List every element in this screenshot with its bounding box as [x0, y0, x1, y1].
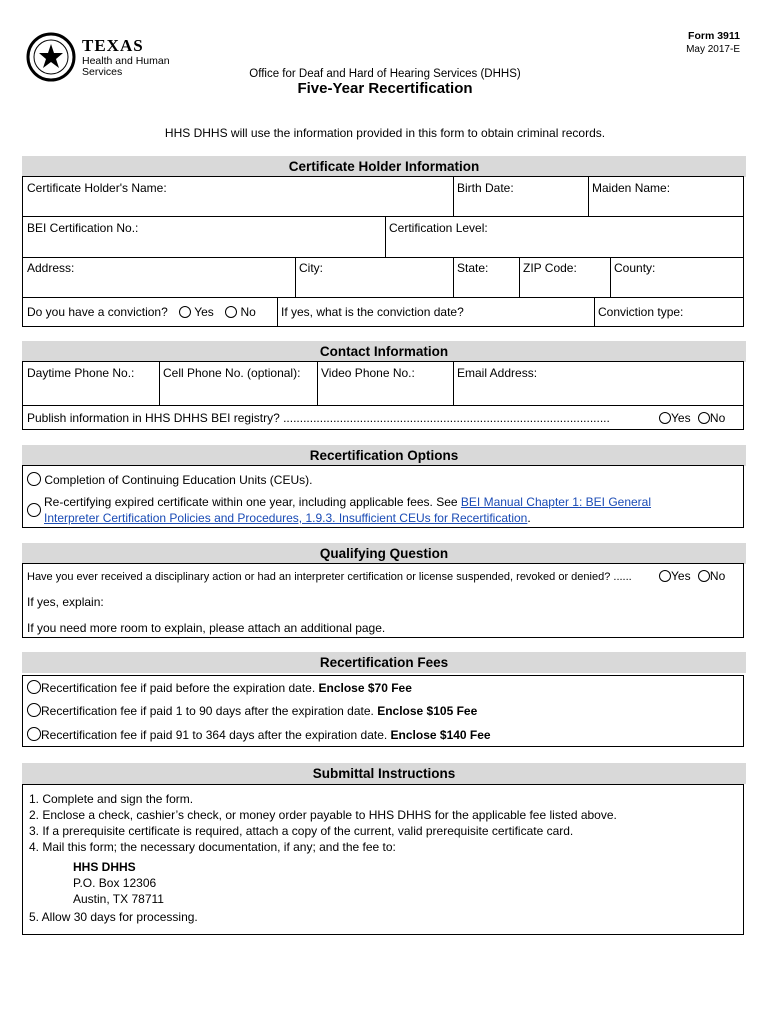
fee-105-radio[interactable]: [27, 703, 41, 717]
publish-no-radio[interactable]: [698, 412, 710, 424]
step-3: 3. If a prerequisite certificate is required, attach a copy of the current, valid prerequisite certificate card.: [29, 824, 574, 838]
holder-name-field[interactable]: Certificate Holder's Name:: [27, 181, 167, 195]
fee-140-label: Recertification fee if paid 91 to 364 days after the expiration date.: [41, 728, 391, 742]
submittal-box: [22, 784, 744, 935]
address-field[interactable]: Address:: [27, 261, 75, 275]
disciplinary-options: [659, 569, 725, 583]
recert-options-heading: Recertification Options: [22, 445, 746, 466]
logo-line2: Health and Human: [82, 55, 170, 67]
fee-70-label: Recertification fee if paid before the expiration date.: [41, 681, 319, 695]
city-field[interactable]: City:: [299, 261, 323, 275]
daytime-phone-field[interactable]: Daytime Phone No.:: [27, 366, 135, 380]
recert-option-expired: [44, 494, 651, 526]
zip-field[interactable]: ZIP Code:: [523, 261, 577, 275]
certificate-holder-heading: Certificate Holder Information: [22, 156, 746, 177]
birth-date-field[interactable]: Birth Date:: [457, 181, 514, 195]
publish-no-label: No: [709, 411, 726, 425]
form-number-block: [686, 30, 740, 56]
disciplinary-no-label: No: [709, 569, 726, 583]
mailing-address: [73, 859, 617, 907]
publish-options: [659, 411, 725, 425]
explain-field[interactable]: If yes, explain:: [27, 595, 104, 609]
step-2: 2. Enclose a check, cashier’s check, or money order payable to HHS DHHS for the applicable fee listed above.: [29, 808, 617, 822]
step-5: 5. Allow 30 days for processing.: [29, 910, 198, 924]
bei-manual-link-1[interactable]: BEI Manual Chapter 1: BEI General: [460, 495, 652, 509]
fees-heading: Recertification Fees: [22, 652, 746, 673]
fee-140-amount: Enclose $140 Fee: [390, 728, 491, 742]
address-line-2: Austin, TX 78711: [73, 892, 164, 906]
address-line-1: P.O. Box 12306: [73, 876, 157, 890]
fee-70-radio[interactable]: [27, 680, 41, 694]
certificate-holder-box: [22, 176, 744, 327]
recert-options-box: [22, 465, 744, 528]
logo-texas: TEXAS: [82, 36, 144, 55]
address-name: HHS DHHS: [73, 860, 136, 874]
conviction-question: [27, 305, 256, 319]
form-date: May 2017-E: [686, 44, 740, 55]
county-field[interactable]: County:: [614, 261, 656, 275]
fee-option-140: [27, 727, 491, 742]
conviction-yes-radio[interactable]: [179, 306, 191, 318]
disciplinary-yes-label: Yes: [671, 569, 691, 583]
publish-yes-radio[interactable]: [659, 412, 671, 424]
qualifying-heading: Qualifying Question: [22, 543, 746, 564]
page-title: Five-Year Recertification: [297, 80, 473, 97]
disciplinary-yes-radio[interactable]: [659, 570, 671, 582]
email-field[interactable]: Email Address:: [457, 366, 538, 380]
qualifying-box: [22, 563, 744, 638]
conviction-yes-label: Yes: [194, 305, 214, 319]
fees-box: [22, 675, 744, 747]
form-number: Form 3911: [688, 30, 740, 42]
bei-manual-link-2[interactable]: Interpreter Certification Policies and Procedures, 1.9.3. Insufficient CEUs for Recertification: [44, 511, 528, 525]
maiden-name-field[interactable]: Maiden Name:: [592, 181, 671, 195]
fee-105-amount: Enclose $105 Fee: [377, 704, 478, 718]
step-4: 4. Mail this form; the necessary documentation, if any; and the fee to:: [29, 840, 396, 854]
submittal-steps: [29, 791, 617, 925]
more-room-note: If you need more room to explain, please attach an additional page.: [27, 621, 386, 635]
office-name: Office for Deaf and Hard of Hearing Services (DHHS): [249, 68, 521, 80]
conviction-type-field[interactable]: Conviction type:: [598, 305, 684, 319]
submittal-heading: Submittal Instructions: [22, 763, 746, 784]
recert-option-ceu: [27, 472, 312, 487]
fee-option-105: [27, 703, 477, 718]
cert-level-field[interactable]: Certification Level:: [389, 221, 488, 235]
ceu-option-label: Completion of Continuing Education Units (CEUs).: [44, 473, 313, 487]
expired-option-radio[interactable]: [27, 503, 41, 517]
state-field[interactable]: State:: [457, 261, 489, 275]
cell-phone-field[interactable]: Cell Phone No. (optional):: [163, 366, 301, 380]
bei-cert-number-field[interactable]: BEI Certification No.:: [27, 221, 139, 235]
logo-line3: Services: [82, 66, 123, 78]
conviction-date-field[interactable]: If yes, what is the conviction date?: [281, 305, 464, 319]
publish-yes-label: Yes: [671, 411, 691, 425]
conviction-question-label: Do you have a conviction?: [27, 305, 168, 319]
conviction-no-label: No: [240, 305, 256, 319]
fee-70-amount: Enclose $70 Fee: [318, 681, 412, 695]
intro-text: HHS DHHS will use the information provided in this form to obtain criminal records.: [164, 126, 606, 140]
expired-option-label: Re-certifying expired certificate within one year, including applicable fees. See: [44, 495, 461, 509]
fee-105-label: Recertification fee if paid 1 to 90 days after the expiration date.: [41, 704, 378, 718]
video-phone-field[interactable]: Video Phone No.:: [321, 366, 415, 380]
fee-option-70: [27, 680, 412, 695]
publish-question: Publish information in HHS DHHS BEI registry? ..................................................................................................: [27, 411, 610, 425]
contact-box: [22, 361, 744, 430]
disciplinary-no-radio[interactable]: [698, 570, 710, 582]
disciplinary-question: Have you ever received a disciplinary action or had an interpreter certification or license suspended, revoked or denied? ......: [27, 571, 632, 583]
ceu-option-radio[interactable]: [27, 472, 41, 486]
expired-option-end: .: [527, 511, 531, 525]
step-1: 1. Complete and sign the form.: [29, 792, 194, 806]
fee-140-radio[interactable]: [27, 727, 41, 741]
contact-heading: Contact Information: [22, 341, 746, 362]
conviction-no-radio[interactable]: [225, 306, 237, 318]
